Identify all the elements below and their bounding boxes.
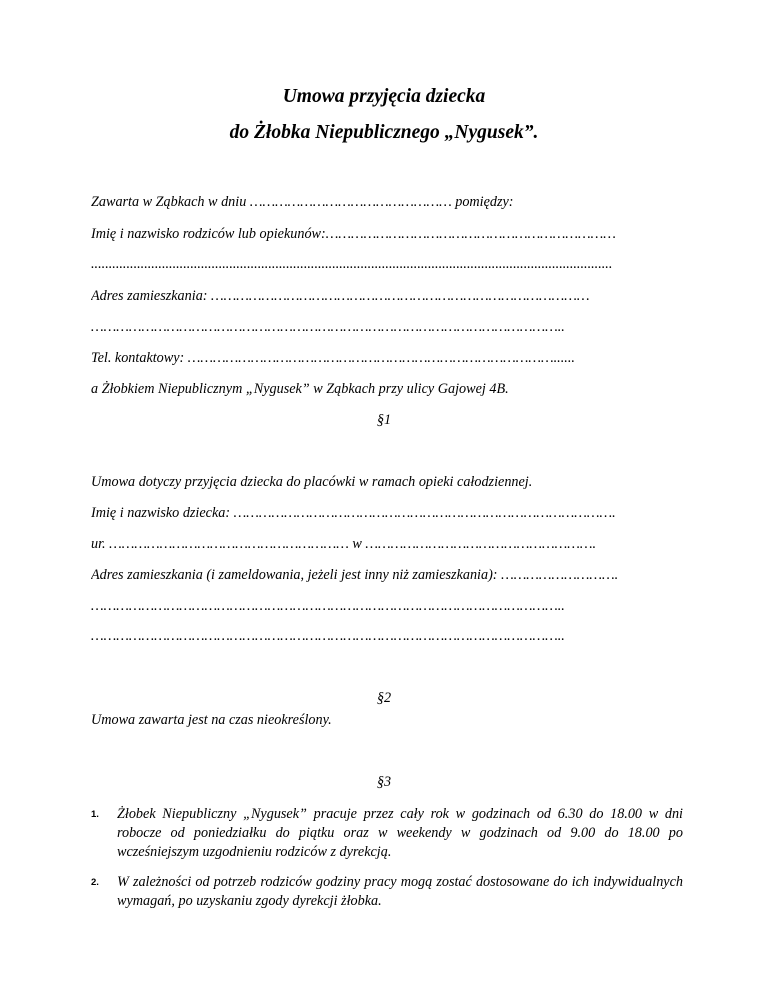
section-2-text: Umowa zawarta jest na czas nieokreślony. [91,712,332,728]
document-title-line-2: do Żłobka Niepublicznego „Nygusek”. [229,122,539,143]
phone-line: Tel. kontaktowy: ……………………………………………………………………………...... [91,350,575,366]
document-title-line-1: Umowa przyjęcia dziecka [282,86,486,107]
section-2-heading: §2 [376,690,392,706]
section-1-heading: §1 [376,412,392,428]
parents-name-fill-line: ................................................................................................................................................... [91,256,613,272]
item-number: 1. [91,809,99,820]
nursery-party-line: a Żłobkiem Niepublicznym „Nygusek” w Ząbkach przy ulicy Gajowej 4B. [91,381,509,397]
child-address-line: Adres zamieszkania (i zameldowania, jeżeli jest inny niż zamieszkania): ………………………. [91,567,619,583]
parents-name-line: Imię i nazwisko rodziców lub opiekunów:…………………………………………………………… [91,226,616,242]
section-1-description: Umowa dotyczy przyjęcia dziecka do placówki w ramach opieki całodziennej. [91,474,533,490]
item-text: Żłobek Niepubliczny „Nygusek” pracuje przez cały rok w godzinach od 6.30 do 18.00 w dni robocze od poniedziałku do piątku oraz w weekendy w godzinach od 9.00 do 18.00 po wcześniejszym uzgodnieniu rodziców z dyrekcją. [117,806,683,860]
parents-address-fill-line: ………………………………………………………………………………………………….. [91,319,565,335]
parents-address-line: Adres zamieszkania: ……………………………………………………………………………… [91,288,590,304]
child-name-line: Imię i nazwisko dziecka: ………………………………………………………………………………. [91,505,616,521]
section-3-heading: §3 [376,774,392,790]
item-text: W zależności od potrzeb rodziców godziny pracy mogą zostać dostosowane do ich indywidualnych wymagań, po uzyskaniu zgody dyrekcji żłobka. [117,874,683,909]
contract-date-line: Zawarta w Ząbkach w dniu ………………………………………… pomiędzy: [91,194,514,210]
child-birth-line: ur. ………………………………………………… w ………………………………………………. [91,536,596,552]
child-address-fill-line-2: ………………………………………………………………………………………………….. [91,628,565,644]
child-address-fill-line-1: ………………………………………………………………………………………………….. [91,598,565,614]
item-number: 2. [91,877,99,888]
